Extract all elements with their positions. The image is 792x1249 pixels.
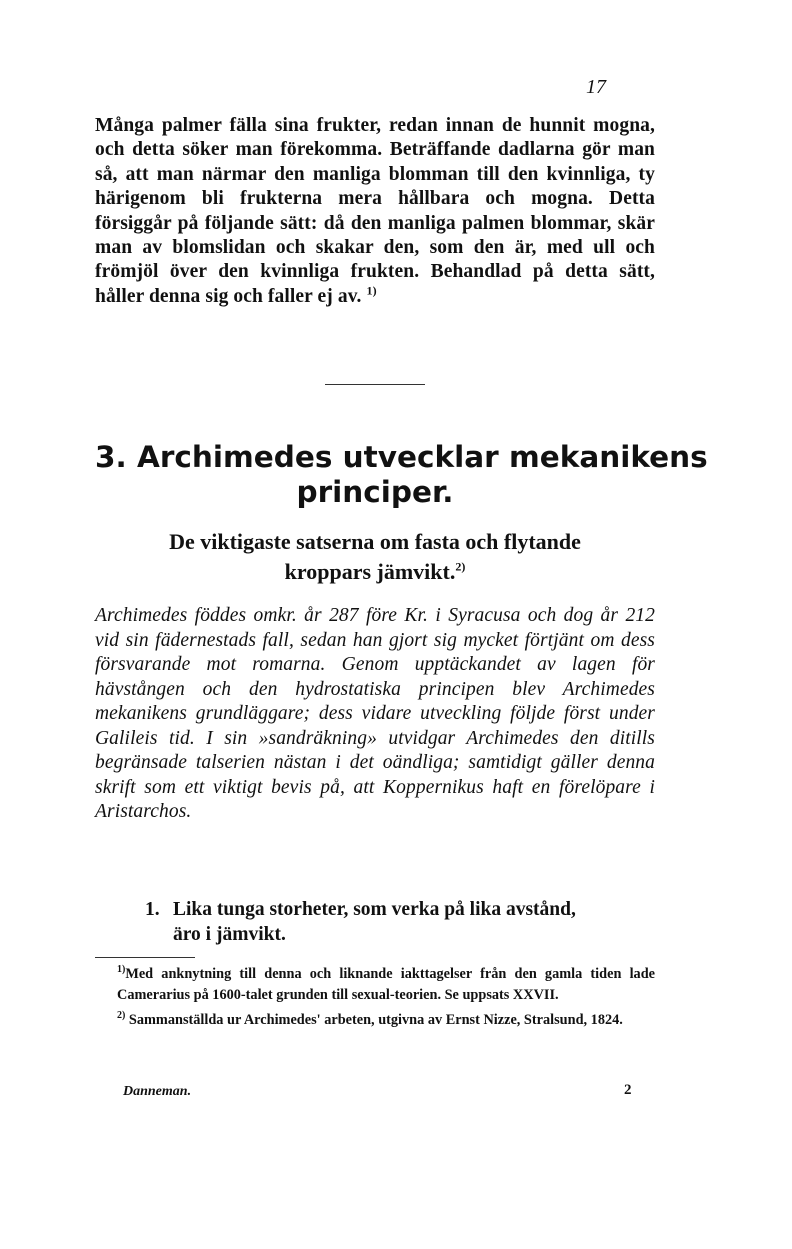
footnote-1-text: Med anknytning till denna och liknande iakttagelser från den gamla tiden lade Camerarius på 1600-talet grunden till sexual-teorien. Se uppsats XXVII. — [117, 966, 655, 1003]
proposition-line-2: äro i jämvikt. — [173, 924, 286, 945]
footnote-divider — [95, 957, 195, 958]
chapter-subheading — [95, 527, 655, 587]
page-number: 17 — [586, 76, 606, 98]
footnote-2-marker: 2) — [117, 1010, 126, 1022]
footnote-2 — [95, 1010, 655, 1031]
footnote-ref-2[interactable]: 2) — [455, 559, 466, 574]
body-paragraph-text: Många palmer fälla sina frukter, redan innan de hunnit mogna, och detta söker man förekomma. Beträffande dadlarna gör man så, att man närmar den manliga blomman till den kvinnliga, ty härigenom bli frukterna mera hållbara och mogna. Detta försiggår på följande sätt: då den manliga palmen blommar, skär man av blomslidan och skakar den, som den är, med ull och frömjöl över den kvinnliga frukten. Behandlad på detta sätt, håller denna sig och faller ej av. — [95, 115, 655, 307]
signature-mark: Danneman. — [123, 1084, 192, 1099]
chapter-subheading-line-2-text: kroppars jämvikt. — [284, 559, 456, 584]
proposition-1 — [145, 897, 657, 947]
footnote-2-text: Sammanställda ur Archimedes' arbeten, utgivna av Ernst Nizze, Stralsund, 1824. — [128, 1012, 623, 1028]
footnote-1 — [95, 964, 655, 1006]
chapter-subheading-line-1: De viktigaste satserna om fasta och flytande — [169, 529, 581, 554]
proposition-line-1: Lika tunga storheter, som verka på lika avstånd, — [173, 899, 576, 920]
intro-paragraph: Archimedes föddes omkr. år 287 före Kr. i Syracusa och dog år 212 vid sin fädernestads fall, sedan han gjort sig mycket förtjänt om dess försvarande mot romarna. Genom upptäckandet av lagen för hävstången och den hydrostatiska principen blev Archimedes mekanikens grundläggare; dess vidare utveckling följde först under Galileis tid. I sin »sandräkning» utvidgar Archimedes den ditills begränsade talserien nästan i det oändliga; samtidigt gäller denna skrift som ett viktigt bevis på, att Koppernikus haft en förelöpare i Aristarchos. — [95, 605, 655, 822]
footnotes — [95, 964, 655, 1035]
chapter-subheading-line-2 — [95, 557, 655, 587]
chapter-heading — [95, 440, 708, 510]
chapter-heading-line-2: principer. — [296, 475, 454, 509]
proposition-number: 1. — [145, 899, 160, 920]
chapter-heading-line-1: 3. Archimedes utvecklar mekanikens — [95, 440, 708, 474]
body-paragraph — [95, 114, 655, 309]
footnote-ref-1[interactable]: 1) — [366, 283, 377, 298]
sheet-number: 2 — [624, 1082, 632, 1098]
section-divider — [325, 384, 425, 385]
footnote-1-marker: 1) — [117, 964, 126, 976]
